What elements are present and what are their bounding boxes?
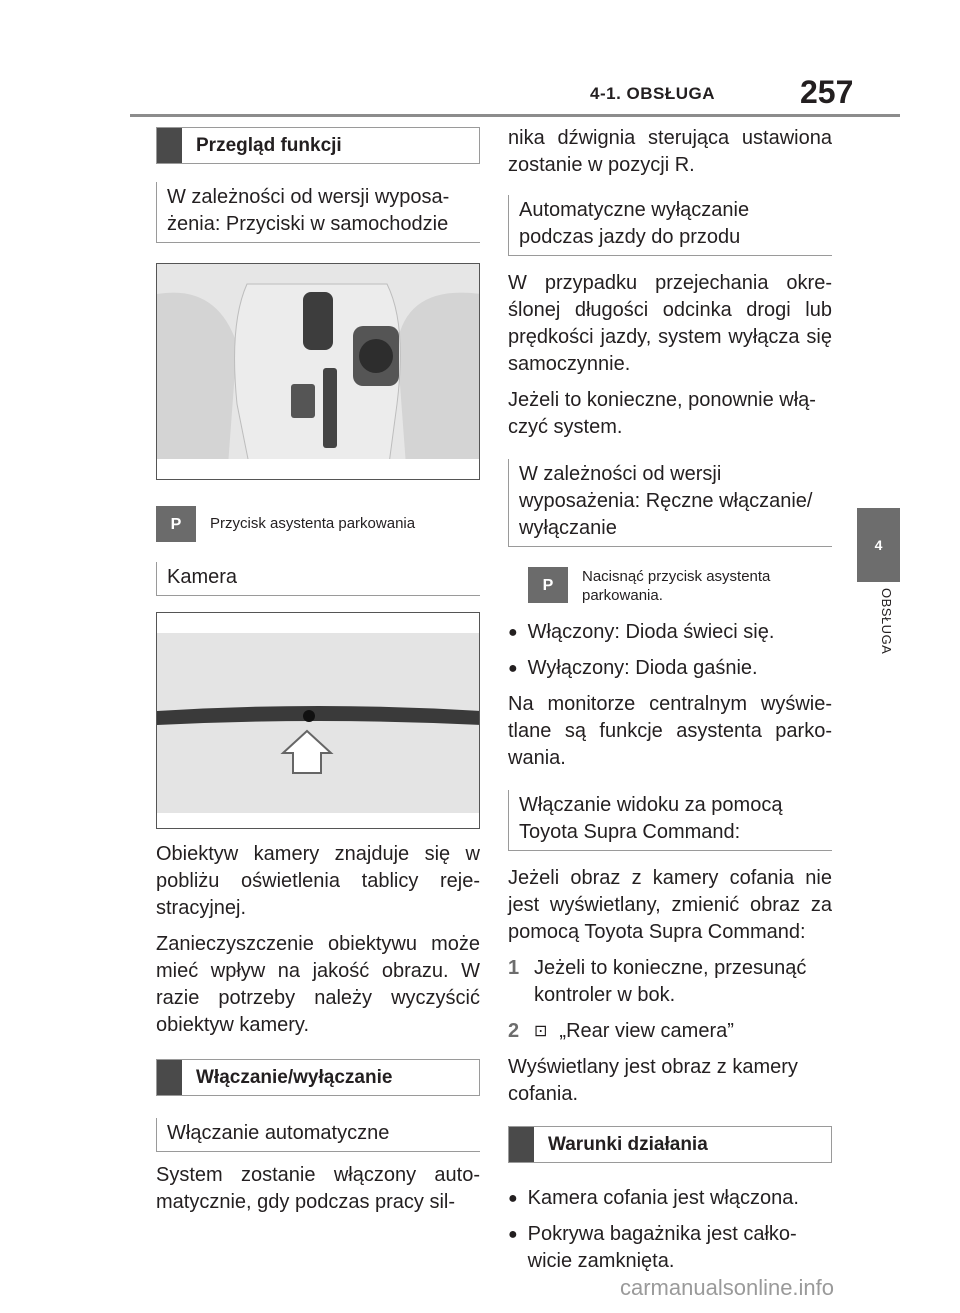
right-column	[508, 125, 832, 1284]
subheading-auto-on: Włączanie automatyczne	[156, 1118, 480, 1152]
parking-button-legend	[156, 506, 480, 542]
step-item: 1 Jeżeli to konieczne, przesunąć kontroler w bok.	[508, 957, 807, 1006]
heading-on-off: Włączanie/wyłączanie	[156, 1059, 480, 1096]
parking-assistant-icon: P	[528, 567, 568, 603]
section-title: 4-1. OBSŁUGA	[590, 84, 716, 103]
paragraph-dirt: Zanieczyszczenie obiektywu może mieć wpływ na jakość obrazu. W razie potrzeby należy wyczyścić obiektyw kamery.	[156, 933, 480, 1036]
paragraph-continued: nika dźwignia sterująca ustawiona zostanie w pozycji R.	[508, 127, 832, 176]
left-column	[156, 127, 480, 1225]
led-status-list	[508, 619, 832, 682]
press-button-caption: Nacisnąć przycisk asystenta parkowania.	[582, 568, 771, 604]
step-item: 2 ⊡ „Rear view camera”	[508, 1018, 832, 1045]
parking-assistant-icon: P	[156, 506, 196, 542]
subheading-view: Włączanie widoku za pomocą Toyota Supra Command:	[508, 790, 832, 851]
list-item: ● Pokrywa bagażnika jest całko-wicie zamknięta.	[508, 1223, 797, 1272]
parking-button-caption: Przycisk asystenta parkowania	[210, 515, 416, 532]
buttons-figure	[156, 263, 480, 480]
press-button-legend	[508, 567, 832, 605]
paragraph-view: Jeżeli obraz z kamery cofania nie jest wyświetlany, zmienić obraz za pomocą Toyota Supra Command:	[508, 867, 832, 943]
subheading-manual: W zależności od wersji wyposażenia: Ręczne włączanie/ wyłączanie	[508, 459, 832, 547]
page-number: 257	[800, 74, 854, 110]
subheading-camera: Kamera	[156, 562, 480, 596]
heading-conditions: Warunki działania	[508, 1126, 832, 1163]
paragraph-switch-again: Jeżeli to konieczne, ponownie włą-czyć system.	[508, 389, 816, 438]
list-item: ● Włączony: Dioda świeci się.	[508, 621, 775, 643]
paragraph-auto-off: W przypadku przejechania okre-ślonej długości odcinka drogi lub prędkości jazdy, system wyłącza się samoczynnie.	[508, 272, 832, 375]
heading-overview: Przegląd funkcji	[156, 127, 480, 164]
subheading-auto-off: Automatyczne wyłączanie podczas jazdy do przodu	[508, 195, 832, 256]
chapter-tab: 4	[857, 508, 900, 582]
chapter-label: OBSŁUGA	[879, 588, 894, 655]
paragraph-shown: Wyświetlany jest obraz z kamery cofania.	[508, 1056, 798, 1105]
subheading-equipment: W zależności od wersji wyposa- żenia: Przyciski w samochodzie	[156, 182, 480, 243]
camera-figure	[156, 612, 480, 829]
header-divider	[130, 114, 900, 117]
list-item: ● Wyłączony: Dioda gaśnie.	[508, 657, 758, 679]
paragraph-lens: Obiektyw kamery znajduje się w pobliżu oświetlenia tablicy reje-stracyjnej.	[156, 843, 480, 919]
conditions-list	[508, 1185, 832, 1275]
paragraph-auto-on: System zostanie włączony auto-matycznie, gdy podczas pracy sil-	[156, 1164, 480, 1213]
watermark: carmanualsonline.info	[620, 1275, 835, 1300]
list-item: ● Kamera cofania jest włączona.	[508, 1187, 799, 1209]
camera-icon: ⊡	[534, 1023, 548, 1040]
paragraph-monitor: Na monitorze centralnym wyświe-tlane są funkcje asystenta parko-wania.	[508, 693, 832, 769]
